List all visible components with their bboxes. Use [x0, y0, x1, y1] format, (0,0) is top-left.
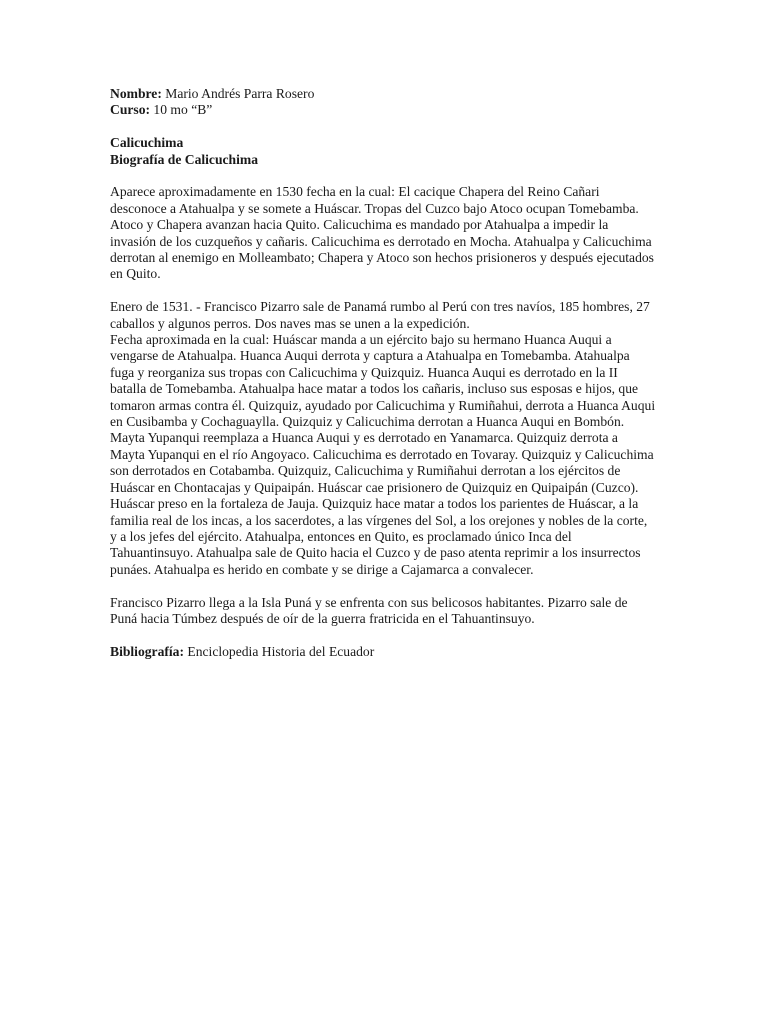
course-value: 10 mo “B”	[150, 102, 213, 118]
name-value: Mario Andrés Parra Rosero	[161, 86, 315, 101]
name-label: Nombre:	[110, 86, 162, 101]
document-title: Calicuchima	[110, 135, 184, 151]
document-subtitle: Biografía de Calicuchima	[110, 151, 259, 167]
paragraph-2	[110, 299, 656, 578]
paragraph-2-line-2: Fecha aproximada en la cual: Huáscar manda a un ejército bajo su hermano Huanca Auqui a vengarse de Atahualpa. Huanca Auqui derrota y captura a Atahualpa en Tomebamba. Atahualpa fuga y reorganiza sus tropas con Calicuchima y Quizquiz. Huanca Auqui es derrotado en la II batalla de Tomebamba. Atahualpa hace matar a todos los cañaris, incluso sus esposas e hijos, que tomaron armas contra él. Quizquiz, ayudado por Calicuchima y Rumiñahui, derrota a Huanca Auqui en Cusibamba y Cochaguaylla. Quizquiz y Calicuchima derrotan a Huanca Auqui en Bombón. Mayta Yupanqui reemplaza a Huanca Auqui y es derrotado en Yanamarca. Quizquiz derrota a Mayta Yupanqui en el río Angoyaco. Calicuchima es derrotado en Tovaray. Quizquiz y Calicuchima son derrotados en Cotabamba. Quizquiz, Calicuchima y Rumiñahui derrotan a los ejércitos de Huáscar en Chontacajas y Quipaipán. Huáscar cae prisionero de Quizquiz en Quipaipán (Cuzco). Huáscar preso en la fortaleza de Jauja. Quizquiz hace matar a todos los parientes de Huáscar, a la familia real de los incas, a los sacerdotes, a las vírgenes del Sol, a los orejones y nobles de la corte, y a los jefes del ejército. Atahualpa, entonces en Quito, es proclamado único Inca del Tahuantinsuyo. Atahualpa sale de Quito hacia el Cuzco y de paso atenta reprimir a los insurrectos punáes. Atahualpa es herido en combate y se dirige a Cajamarca a convalecer.	[110, 332, 656, 577]
paragraph-3: Francisco Pizarro llega a la Isla Puná y se enfrenta con sus belicosos habitantes. Pizarro sale de Puná hacia Túmbez después de oír de la guerra fratricida en el Tahuantinsuyo.	[110, 594, 628, 626]
bibliography-line	[110, 644, 656, 660]
student-course-line	[110, 102, 656, 118]
course-label: Curso:	[110, 102, 151, 118]
heading-block	[110, 135, 656, 168]
bibliography-value: Enciclopedia Historia del Ecuador	[184, 643, 375, 659]
paragraph-1: Aparece aproximadamente en 1530 fecha en la cual: El cacique Chapera del Reino Cañari desconoce a Atahualpa y se somete a Huáscar. Tropas del Cuzco bajo Atoco ocupan Tomebamba. Atoco y Chapera avanzan hacia Quito. Calicuchima es mandado por Atahualpa a impedir la invasión de los cuzqueños y cañaris. Calicuchima es derrotado en Mocha. Atahualpa y Calicuchima derrotan al enemigo en Molleambato; Chapera y Atoco son hechos prisioneros y después ejecutados en Quito.	[110, 184, 654, 282]
bibliography-label: Bibliografía:	[110, 643, 185, 659]
student-name-line	[110, 86, 656, 102]
paragraph-2-line-1: Enero de 1531. - Francisco Pizarro sale de Panamá rumbo al Perú con tres navíos, 185 hombres, 27 caballos y algunos perros. Dos naves mas se unen a la expedición.	[110, 299, 650, 331]
